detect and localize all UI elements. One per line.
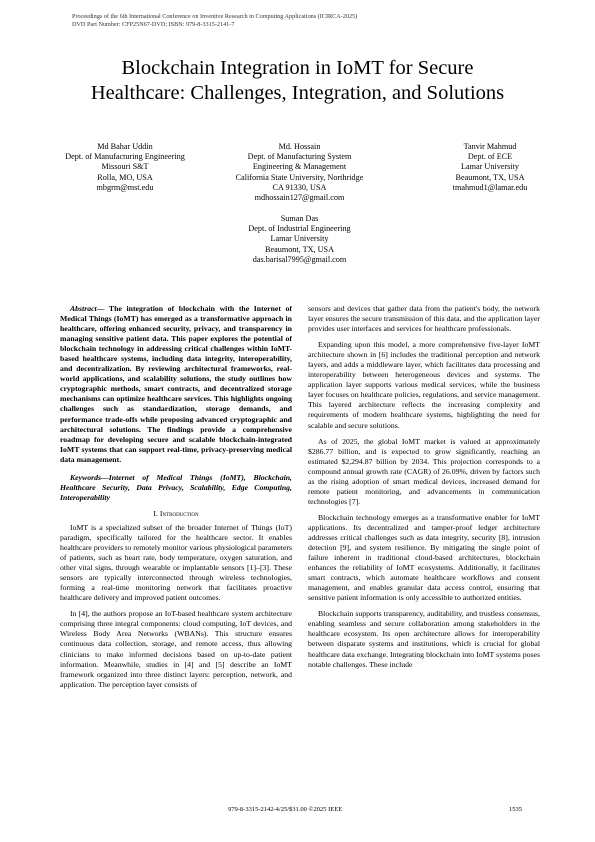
title-line-1: Blockchain Integration in IoMT for Secure: [121, 57, 474, 79]
author-block-4: [222, 214, 377, 265]
keywords-text: Internet of Medical Things (IoMT), Blockchain, Healthcare Security, Data Privacy, Scalability, Edge Computing, Interoperability: [60, 472, 292, 502]
footer-copyright: 979-8-3315-2142-4/25/$31.00 ©2025 IEEE: [228, 806, 343, 813]
author-location: Rolla, MO, USA: [97, 172, 153, 182]
author-affiliation: Lamar University: [461, 162, 519, 172]
author-location: CA 91330, USA: [272, 182, 327, 192]
title-line-2: Healthcare: Challenges, Integration, and Solutions: [90, 82, 505, 104]
paper-title: [40, 56, 555, 106]
section-heading-introduction: I. Introduction: [153, 508, 199, 518]
body-paragraph: sensors and devices that gather data from the patient's body, the network layer ensures the secure transmission of this data, and the application layer provides user interfaces and services for healthcare professionals.: [308, 304, 540, 334]
body-paragraph: As of 2025, the global IoMT market is valued at approximately $286.77 billion, and is expected to grow significantly, reaching an estimated $2,294.87 billion by 2034. This projection corresponds to a compound annual growth rate (CAGR) of 26.09%, driven by factors such as the rising adoption of smart medical devices, increased demand for remote patient monitoring, and advancements in communication technologies [7].: [308, 436, 540, 506]
author-affiliation: Engineering & Management: [252, 162, 347, 172]
author-email: mdhossain127@gmail.com: [254, 193, 345, 203]
author-location: Beaumont, TX, USA: [455, 172, 525, 182]
abstract: [60, 304, 292, 465]
author-affiliation: Lamar University: [270, 234, 329, 244]
author-block-1: [40, 142, 210, 193]
keywords-label: Keywords—: [70, 472, 109, 482]
body-paragraph: IoMT is a specialized subset of the broader Internet of Things (IoT) paradigm, specifically tailored for the healthcare sector. It enables healthcare providers to remotely monitor various physiological parameters of patients, such as heart rate, body temperature, oxygen saturation, and other vital signs, through wearable or implantable sensors [1]–[3]. These sensors are typically interconnected through wireless technologies, forming a real-time monitoring network that facilitates proactive healthcare delivery and improved patient outcomes.: [60, 522, 292, 603]
right-column: [308, 304, 540, 676]
abstract-label: Abstract—: [70, 304, 105, 313]
author-affiliation: Dept. of Manufacturing System: [247, 152, 352, 162]
author-affiliation: Missouri S&T: [101, 162, 149, 172]
author-name: Md Bahar Uddin: [97, 142, 153, 151]
left-column: [60, 304, 292, 696]
body-paragraph: Expanding upon this model, a more comprehensive five-layer IoMT architecture shown in [6] includes the traditional perception and network layers, and adds a middleware layer, which facilitates data processing and interoperability between heterogeneous devices and systems. The application layer supports various medical services, while the business layer focuses on healthcare policies, regulations, and service management. This layered architecture reflects the increasing complexity and requirements of modern healthcare systems, highlighting the need for scalable and secure solutions.: [308, 340, 540, 430]
proceedings-header: [72, 13, 357, 29]
author-block-2: [222, 142, 377, 203]
keywords: [60, 473, 292, 503]
author-email: tmahmud1@lamar.edu: [452, 182, 528, 192]
author-name: Md. Hossain: [278, 142, 321, 151]
body-paragraph: In [4], the authors propose an IoT-based healthcare system architecture comprising three integral components: cloud computing, IoT devices, and Wireless Body Area Networks (WBANs). This structure ensures continuous data collection, storage, and remote access, thus allowing clinicians to make informed decisions based on up-to-date patient information. Meanwhile, studies in [4] and [5] describe an IoMT framework organized into three distinct layers: perception, network, and application. The perception layer consists of: [60, 609, 292, 689]
author-email: das.barisal7995@gmail.com: [252, 254, 347, 264]
author-location: Beaumont, TX, USA: [265, 244, 334, 254]
header-line-2: DVD Part Number: CFP25N67-DVD; ISBN: 979-8-3315-2141-7: [72, 21, 235, 28]
author-block-3: [420, 142, 560, 193]
abstract-text: The integration of blockchain with the Internet of Medical Things (IoMT) has emerged as a transformative approach in healthcare, offering enhanced security, privacy, and transparency in managing sensitive patient data. This paper explores the potential of blockchain technology in addressing critical challenges within IoMT-based healthcare systems, including data integrity, interoperability, and decentralization. By reviewing architectural frameworks, real-world applications, and scalability solutions, the study outlines how cryptographic methods, smart contracts, and decentralized storage mechanisms can optimize healthcare services. This highlights ongoing challenges such as standardization, storage demands, and performance trade-offs while proposing advanced cryptographic and architectural solutions. The findings provide a comprehensive roadmap for developing secure and scalable blockchain-integrated IoMT systems that can support real-time, privacy-preserving medical data management.: [60, 304, 292, 464]
author-affiliation: Dept. of ECE: [467, 152, 513, 162]
author-name: Tanvir Mahmud: [463, 142, 517, 151]
author-name: Suman Das: [280, 214, 319, 223]
author-affiliation: Dept. of Manufacturing Engineering: [65, 152, 185, 162]
page-number: 1535: [509, 806, 522, 813]
author-email: mbgrm@mst.edu: [96, 182, 154, 192]
header-line-1: Proceedings of the 6th International Conference on Inventive Research in Computing Applications (ICIRCA-2025): [72, 13, 358, 20]
body-paragraph: Blockchain technology emerges as a transformative enabler for IoMT applications. Its decentralized and tamper-proof ledger architecture addresses critical challenges such as data integrity, security [8], intrusion detection [9], and system resilience. By mitigating the single point of failure inherent in traditional cloud-based architectures, blockchain enhances the reliability of IoMT ecosystems. Additionally, it facilitates smart contracts, which automate healthcare workflows and consent management, and enables granular data access control, ensuring that sensitive patient information is only accessible to authorized entities.: [308, 512, 540, 603]
body-paragraph: Blockchain supports transparency, auditability, and trustless consensus, enabling seamless and secure collaboration among stakeholders in the healthcare ecosystem. Its open architecture allows for interoperability between disparate systems and institutions, which is crucial for global healthcare data exchange. Integrating blockchain into IoMT systems poses notable challenges. These include: [308, 609, 540, 669]
author-affiliation: Dept. of Industrial Engineering: [248, 224, 351, 234]
author-affiliation: California State University, Northridge: [235, 172, 364, 182]
